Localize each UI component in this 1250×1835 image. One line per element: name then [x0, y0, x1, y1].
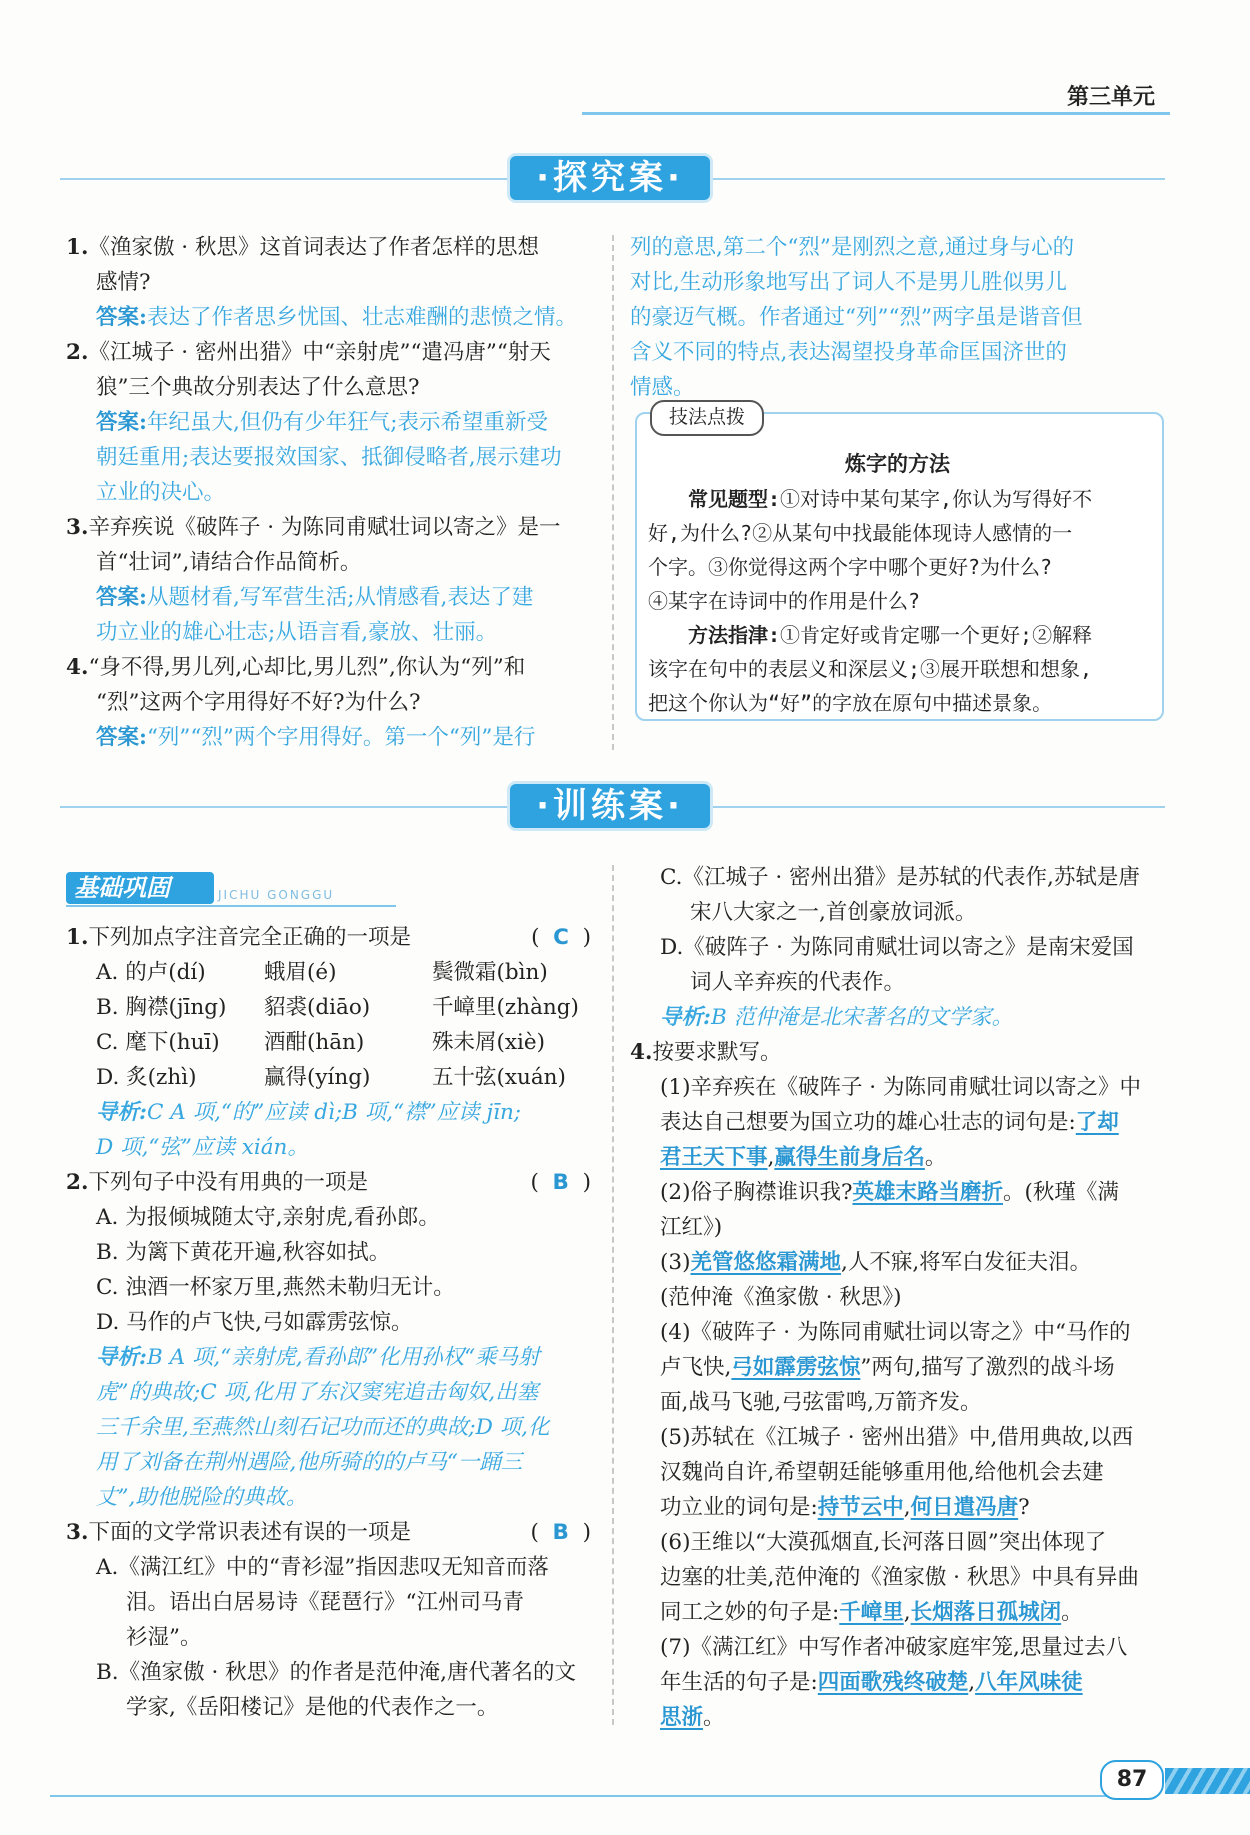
fill-blank: 千嶂里 [839, 1600, 904, 1625]
train-question-1: 1.下列加点字注音完全正确的一项是 ( C ) [66, 925, 591, 950]
train-right-column: C.《江城子 · 密州出猎》是苏轼的代表作,苏轼是唐 宋八大家之一,首创豪放词派。 D.《破阵子 · 为陈同甫赋壮词以寄之》是南宋爱国 词人辛弃疾的代表作。 导析:B 范仲淹是北宋著名的文学家。 4.按要求默写。 (1)辛弃疾在《破阵子 · 为陈同甫赋壮词以寄之》中 表达自己想要为国立功的雄心壮志的词句是:了却 君王天下事,赢得生前身后名。 (2)俗子胸襟谁识我?英雄末路当磨折。(秋瑾《满 江红》) (3)羌管悠悠霜满地,人不寐,将军白发征夫泪。 (范仲淹《渔家傲 · 秋思》) (4)《破阵子 · 为陈同甫赋壮词以寄之》中“马作的 卢飞快,弓如霹雳弦惊”两句,描写了激烈的战斗场 面,战马飞驰,弓弦雷鸣,万箭齐发。 (5)苏轼在《江城子 · 密州出猎》中,借用典故,以西 汉魏尚自许,希望朝廷能够重用他,给他机会去建 功立业的词句是:持节云中,何日遣冯唐? (6)王维以“大漠孤烟直,长河落日圆”突出体现了 边塞的壮美,范仲淹的《渔家傲 · 秋思》中具有异曲 同工之妙的句子是:千嶂里,长烟落日孤城闭。 (7)《满江红》中写作者冲破家庭牢笼,思量过去八 年生活的句子是:四面歌残终破楚,八年风味徒 思浙。 [630, 860, 1160, 1735]
train-question-2: 2.下列句子中没有用典的一项是 ( B ) [66, 1170, 591, 1195]
page-number: 87 [1100, 1760, 1164, 1800]
fill-blank: 四面歌残终破楚 [817, 1670, 969, 1695]
question-3: 3.辛弃疾说《破阵子 · 为陈同甫赋壮词以寄之》是一 [66, 515, 561, 540]
fill-blank: 八年风味徒 [975, 1670, 1083, 1695]
explanation-2: 导析:B A 项,“亲射虎,看孙郎”化用孙权“乘马射 [96, 1345, 540, 1370]
fill-blank: 长烟落日孤城闭 [910, 1600, 1062, 1625]
question-1: 1.《渔家傲 · 秋思》这首词表达了作者怎样的思想 [66, 235, 539, 260]
tip-title: 炼字的方法 [845, 451, 950, 476]
fill-blank: 羌管悠悠霜满地 [690, 1250, 841, 1275]
answer-4-continuation: 列的意思,第二个“烈”是刚烈之意,通过身与心的 对比,生动形象地写出了词人不是男儿胜似男儿 的豪迈气概。作者通过“列”“烈”两字虽是谐音但 含义不同的特点,表达渴望投身革命匡国济世的 情感。 [630, 235, 1083, 400]
explanation-3: 导析:B 范仲淹是北宋著名的文学家。 [660, 1005, 1014, 1030]
q1-options: A. 的卢(dí) 蛾眉(é) 鬓微霜(bìn) B. 胸襟(jīng) 貂裘(diāo) 千嶂里(zhàng) C. 麾下(huī) 酒酣(hān) 殊未屑(xiè) D. 炙(zhì) 赢得(yíng) 五十弦(xuán) [96, 960, 579, 1090]
fill-blank: 赢得生前身后名 [774, 1145, 925, 1170]
explore-left-column: 1.《渔家傲 · 秋思》这首词表达了作者怎样的思想 感情? 答案:表达了作者思乡忧国、壮志难酬的悲愤之情。 2.《江城子 · 密州出猎》中“亲射虎”“遣冯唐”“射天 狼”三个典故分别表达了什么意思? 答案:年纪虽大,但仍有少年狂气;表示希望重新受 朝廷重用;表达要报效国家、抵御侵略者,展示建功 立业的决心。 3.辛弃疾说《破阵子 · 为陈同甫赋壮词以寄之》是一 首“壮词”,请结合作品简析。 答案:从题材看,写军营生活;从情感看,表达了建 功立业的雄心壮志;从语言看,豪放、壮丽。 4.“身不得,男儿列,心却比,男儿烈”,你认为“列”和 “烈”这两个字用得好不好?为什么? 答案:“列”“烈”两个字用得好。第一个“列”是行 [66, 230, 591, 755]
fill-blank: 持节云中 [817, 1495, 904, 1520]
fill-blank: 了却 [1075, 1110, 1119, 1135]
basic-consolidation-pinyin: JICHU GONGGU [218, 888, 335, 902]
train-banner: ·训练案· [510, 784, 710, 828]
explore-banner: ·探究案· [510, 156, 710, 200]
question-2: 2.《江城子 · 密州出猎》中“亲射虎”“遣冯唐”“射天 [66, 340, 551, 365]
answer-mark-1: C [553, 925, 569, 950]
answer-2: 答案:年纪虽大,但仍有少年狂气;表示希望重新受 [96, 410, 549, 435]
fill-blank: 思浙 [660, 1705, 704, 1730]
page-stripe [1165, 1768, 1250, 1794]
train-question-4: 4.按要求默写。 [630, 1040, 782, 1065]
column-divider-top [612, 235, 614, 750]
header-rule [582, 112, 1170, 115]
sub-heading-rule [66, 905, 396, 907]
fill-blank: 何日遣冯唐 [910, 1495, 1019, 1520]
fill-blank: 弓如霹雳弦惊 [731, 1355, 861, 1380]
answer-mark-3: B [552, 1520, 569, 1545]
fill-blank: 君王天下事 [660, 1145, 768, 1170]
tip-body: 常见题型:①对诗中某句某字,你认为写得好不 好,为什么?②从某句中找最能体现诗人感情的一 个字。③你觉得这两个字中哪个更好?为什么? ④某字在诗词中的作用是什么? 方法指津:①肯定好或肯定哪一个更好;②解释 该字在句中的表层义和深层义;③展开联想和想象, 把这个你认为“好”的字放在原句中描述景象。 [648, 487, 1093, 715]
column-divider-bottom [612, 865, 614, 1725]
answer-1: 答案:表达了作者思乡忧国、壮志难酬的悲愤之情。 [96, 305, 577, 330]
tip-tag: 技法点拨 [650, 400, 764, 436]
fill-blank: 英雄末路当磨折 [852, 1180, 1003, 1205]
answer-4: 答案:“列”“烈”两个字用得好。第一个“列”是行 [96, 725, 536, 750]
train-left-column: 1.下列加点字注音完全正确的一项是 ( C ) A. 的卢(dí) 蛾眉(é) 鬓微霜(bìn) B. 胸襟(jīng) 貂裘(diāo) 千嶂里(zhàng) C. 麾下(huī) 酒酣(hān) 殊未屑(xiè) D. 炙(zhì) 赢得(yíng) 五十弦(xuán) 导析:C A 项,“的”应读 dì;B 项,“襟”应读 jīn; D 项,“弦”应读 xián。 2.下列句子中没有用典的一项是 ( B ) A. 为报倾城随太守,亲射虎,看孙郎。 B. 为篱下黄花开遍,秋容如拭。 C. 浊酒一杯家万里,燕然未勒归无计。 D. 马作的卢飞快,弓如霹雳弦惊。 导析:B A 项,“亲射虎,看孙郎”化用孙权“乘马射 虎”的典故;C 项,化用了东汉窦宪追击匈奴,出塞 三千余里,至燕然山刻石记功而还的典故;D 项,化 用了刘备在荆州遇险,他所骑的的卢马“一踊三 丈”,助他脱险的典故。 3.下面的文学常识表述有误的一项是 ( B ) A.《满江红》中的“青衫湿”指因悲叹无知音而落 泪。语出白居易诗《琵琶行》“江州司马青 衫湿”。 B.《渔家傲 · 秋思》的作者是范仲淹,唐代著名的文 学家,《岳阳楼记》是他的代表作之一。 [66, 920, 591, 1725]
basic-consolidation-heading: 基础巩固 [66, 872, 214, 904]
footer-rule [50, 1795, 1140, 1797]
answer-3: 答案:从题材看,写军营生活;从情感看,表达了建 [96, 585, 534, 610]
answer-mark-2: B [552, 1170, 569, 1195]
unit-label: 第三单元 [1066, 85, 1155, 110]
train-question-3: 3.下面的文学常识表述有误的一项是 ( B ) [66, 1520, 591, 1545]
question-4: 4.“身不得,男儿列,心却比,男儿烈”,你认为“列”和 [66, 655, 526, 680]
explanation-1: 导析:C A 项,“的”应读 dì;B 项,“襟”应读 jīn; [96, 1100, 522, 1125]
